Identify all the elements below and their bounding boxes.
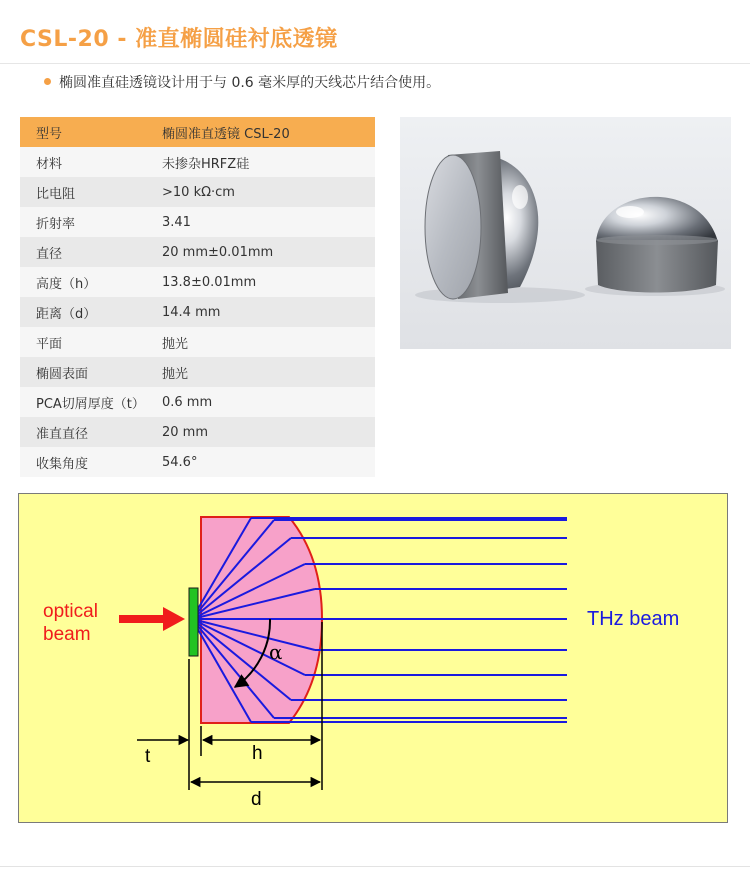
spec-value: 0.6 mm xyxy=(162,387,375,417)
optical-beam-arrow-head xyxy=(163,607,185,631)
spec-row xyxy=(20,267,375,297)
spec-row xyxy=(20,387,375,417)
spec-row xyxy=(20,147,375,177)
spec-key: 高度（h） xyxy=(20,267,162,297)
spec-value: 13.8±0.01mm xyxy=(162,267,375,297)
spec-key: 收集角度 xyxy=(20,447,162,477)
spec-row xyxy=(20,237,375,267)
spec-header-key: 型号 xyxy=(20,117,162,147)
spec-value: 20 mm±0.01mm xyxy=(162,237,375,267)
thz-beam-label: THz beam xyxy=(587,608,680,630)
optical-beam-label-2: beam xyxy=(43,624,91,645)
spec-value: 抛光 xyxy=(162,357,375,387)
spec-key: 平面 xyxy=(20,327,162,357)
t-label: t xyxy=(145,746,151,767)
description-bullet xyxy=(44,72,440,92)
spec-row xyxy=(20,297,375,327)
spec-value: 54.6° xyxy=(162,447,375,477)
lens-photo-illustration xyxy=(400,117,731,349)
bullet-dot-icon xyxy=(44,78,51,85)
spec-key: 距离（d） xyxy=(20,297,162,327)
alpha-label: α xyxy=(269,640,283,664)
h-label: h xyxy=(252,743,263,764)
spec-row xyxy=(20,327,375,357)
spec-row xyxy=(20,417,375,447)
lens-diagram-svg xyxy=(19,494,729,824)
spec-row xyxy=(20,357,375,387)
spec-key: 直径 xyxy=(20,237,162,267)
spec-value: 3.41 xyxy=(162,207,375,237)
lens-diagram xyxy=(18,493,728,823)
spec-value: 14.4 mm xyxy=(162,297,375,327)
spec-row xyxy=(20,177,375,207)
spec-key: 椭圆表面 xyxy=(20,357,162,387)
page-title: CSL-20 - 准直椭圆硅衬底透镜 xyxy=(20,27,338,52)
bottom-divider xyxy=(0,866,750,867)
description-text: 椭圆准直硅透镜设计用于与 0.6 毫米厚的天线芯片结合使用。 xyxy=(59,75,441,91)
spec-key: 比电阻 xyxy=(20,177,162,207)
spec-key: 准直直径 xyxy=(20,417,162,447)
spec-value: 抛光 xyxy=(162,327,375,357)
title-divider xyxy=(0,63,750,64)
spec-row xyxy=(20,447,375,477)
spec-header-value: 椭圆准直透镜 CSL-20 xyxy=(162,117,375,147)
lens-photo xyxy=(400,117,731,349)
d-label: d xyxy=(251,789,262,810)
spec-value: >10 kΩ·cm xyxy=(162,177,375,207)
spec-key: 材料 xyxy=(20,147,162,177)
spec-value: 20 mm xyxy=(162,417,375,447)
spec-table-header xyxy=(20,117,375,147)
spec-row xyxy=(20,207,375,237)
spec-table xyxy=(20,117,375,477)
spec-value: 未掺杂HRFZ硅 xyxy=(162,147,375,177)
antenna-chip xyxy=(189,588,198,656)
spec-key: 折射率 xyxy=(20,207,162,237)
spec-key: PCA切屑厚度（t） xyxy=(20,387,162,417)
optical-beam-label-1: optical xyxy=(43,601,98,622)
optical-beam-arrow-shaft xyxy=(119,615,163,623)
